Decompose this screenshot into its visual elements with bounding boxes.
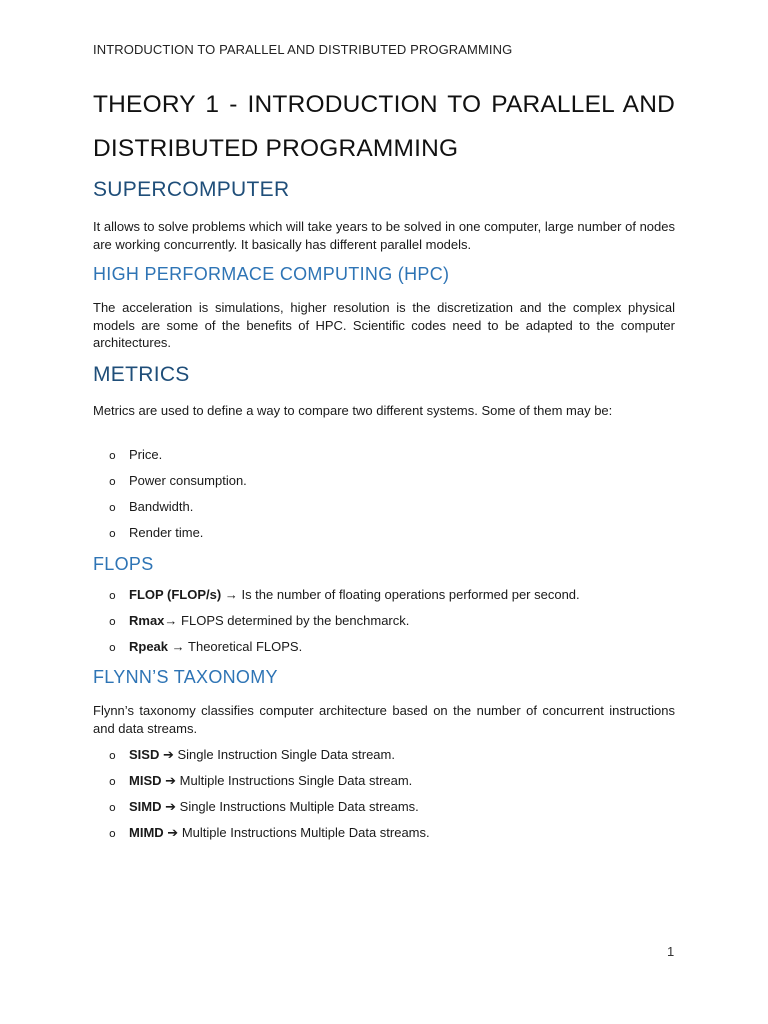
bullet-marker: o — [109, 527, 116, 540]
list-item-text: Multiple Instructions Single Data stream. — [176, 773, 413, 788]
bullet-marker: o — [109, 589, 116, 602]
bullet-marker: o — [109, 801, 116, 814]
list-item — [109, 639, 669, 654]
list-item — [109, 799, 669, 815]
bullet-marker: o — [109, 449, 116, 462]
list-item — [109, 747, 669, 763]
term: SIMD — [129, 799, 162, 814]
term: Rpeak — [129, 639, 169, 654]
list-item — [109, 613, 669, 628]
heading-supercomputer: SUPERCOMPUTER — [93, 178, 290, 201]
arrow-icon: ➔ — [165, 799, 177, 814]
term: Rmax — [129, 613, 165, 628]
list-item — [109, 525, 669, 540]
term: SISD — [129, 747, 160, 762]
list-item-text: Single Instruction Single Data stream. — [173, 747, 395, 762]
list-item-text: Single Instructions Multiple Data streams. — [176, 799, 419, 814]
arrow-icon: ➔ — [167, 825, 179, 840]
arrow-icon: → — [171, 639, 185, 654]
term: MIMD — [129, 825, 164, 840]
list-item — [109, 587, 669, 602]
list-item-text: Power consumption. — [129, 473, 247, 488]
list-item-text: Price. — [129, 447, 163, 462]
running-header: INTRODUCTION TO PARALLEL AND DISTRIBUTED PROGRAMMING — [93, 42, 513, 57]
list-item — [109, 499, 669, 514]
list-item-text: Render time. — [129, 525, 204, 540]
heading-hpc: HIGH PERFORMACE COMPUTING (HPC) — [93, 264, 450, 284]
heading-flops: FLOPS — [93, 554, 154, 574]
arrow-icon: ➔ — [165, 773, 177, 788]
paragraph-metrics: Metrics are used to define a way to compare two different systems. Some of them may be: — [93, 403, 613, 418]
list-item-text: Multiple Instructions Multiple Data streams. — [178, 825, 430, 840]
term: FLOP (FLOP/s) — [129, 587, 222, 602]
list-item-text: Theoretical FLOPS. — [184, 639, 303, 654]
arrow-icon: → — [164, 613, 178, 628]
page-title: THEORY 1 - INTRODUCTION TO PARALLEL AND DISTRIBUTED PROGRAMMING — [93, 91, 675, 162]
bullet-marker: o — [109, 827, 116, 840]
heading-metrics: METRICS — [93, 363, 190, 386]
list-item-text: Is the number of floating operations performed per second. — [237, 587, 580, 602]
bullet-marker: o — [109, 615, 116, 628]
bullet-marker: o — [109, 501, 116, 514]
bullet-marker: o — [109, 749, 116, 762]
paragraph-hpc: The acceleration is simulations, higher resolution is the discretization and the complex physical models are some of the benefits of HPC. Scientific codes need to be adapted to the computer architectures. — [93, 300, 675, 350]
list-item-text: Bandwidth. — [129, 499, 194, 514]
paragraph-flynns-taxonomy: Flynn’s taxonomy classifies computer architecture based on the number of concurrent instructions and data streams. — [93, 703, 675, 736]
list-item — [109, 447, 669, 462]
arrow-icon: → — [224, 587, 238, 602]
bullet-marker: o — [109, 641, 116, 654]
list-item — [109, 773, 669, 789]
list-item-text: FLOPS determined by the benchmarck. — [177, 613, 410, 628]
bullet-marker: o — [109, 775, 116, 788]
paragraph-supercomputer: It allows to solve problems which will take years to be solved in one computer, large number of nodes are working concurrently. It basically has different parallel models. — [93, 219, 675, 252]
term: MISD — [129, 773, 162, 788]
heading-flynns-taxonomy: FLYNN’S TAXONOMY — [93, 667, 278, 687]
arrow-icon: ➔ — [162, 747, 174, 762]
bullet-marker: o — [109, 475, 116, 488]
list-item — [109, 473, 669, 488]
page-number: 1 — [667, 944, 675, 959]
list-item — [109, 825, 669, 841]
